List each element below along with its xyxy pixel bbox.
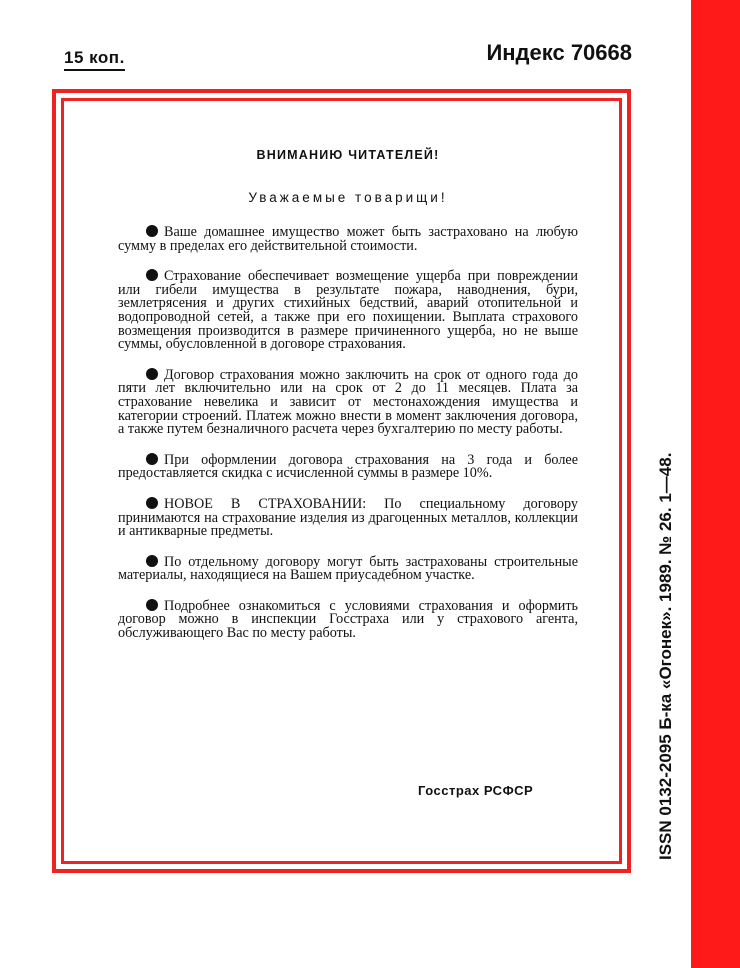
price-label: 15 коп.: [64, 48, 125, 71]
issn-imprint: ISSN 0132-2095 Б-ка «Огонек». 1989. № 26. 1—48.: [656, 452, 675, 860]
paragraph: Договор страхования можно заключить на срок от одного года до пяти лет включительно или на срок от 2 до 11 месяцев. Плата за страхование невелика и зависит от местонахождения имущества и категории строений. Платеж можно внести в момент заключения договора, а также путем безналичного расчета через бухгалтерию по месту работы.: [118, 366, 578, 438]
bullet-icon: [146, 225, 158, 237]
notice-body: [118, 148, 578, 657]
bullet-icon: [146, 555, 158, 567]
bullet-icon: [146, 497, 158, 509]
paragraph: При оформлении договора страхования на 3 года и более предоставляется скидка с исчисленной суммы в размере 10%.: [118, 451, 578, 482]
bullet-icon: [146, 599, 158, 611]
index-label: Индекс 70668: [486, 40, 632, 65]
notice-greeting: Уважаемые товарищи!: [248, 190, 448, 205]
paragraph: Страхование обеспечивает возмещение ущерба при повреждении или гибели имущества в результате пожара, наводнения, бури, землетрясения и других стихийных бедствий, аварий отопительной и водопроводной сетей, а также при его похищении. Выплата страхового возмещения производится в размере причиненного ущерба, но не выше суммы, обусловленной в договоре страхования.: [118, 268, 578, 353]
red-edge-strip: [691, 0, 740, 968]
signature: Госстрах РСФСР: [418, 783, 534, 798]
paragraph: Ваше домашнее имущество может быть застраховано на любую сумму в пределах его действительной стоимости.: [118, 224, 578, 254]
notice-heading: ВНИМАНИЮ ЧИТАТЕЛЕЙ!: [256, 148, 440, 162]
paragraph: По отдельному договору могут быть застрахованы строительные материалы, находящиеся на Вашем приусадебном участке.: [118, 553, 578, 584]
bullet-icon: [146, 269, 158, 281]
bullet-icon: [146, 368, 158, 380]
paragraph: Подробнее ознакомиться с условиями страхования и оформить договор можно в инспекции Госстраха или у страхового агента, обслуживающего Вас по месту работы.: [118, 597, 578, 642]
paragraph: НОВОЕ В СТРАХОВАНИИ: По специальному договору принимаются на страхование изделия из драгоценных металлов, коллекции и антикварные предметы.: [118, 495, 578, 540]
bullet-icon: [146, 453, 158, 465]
